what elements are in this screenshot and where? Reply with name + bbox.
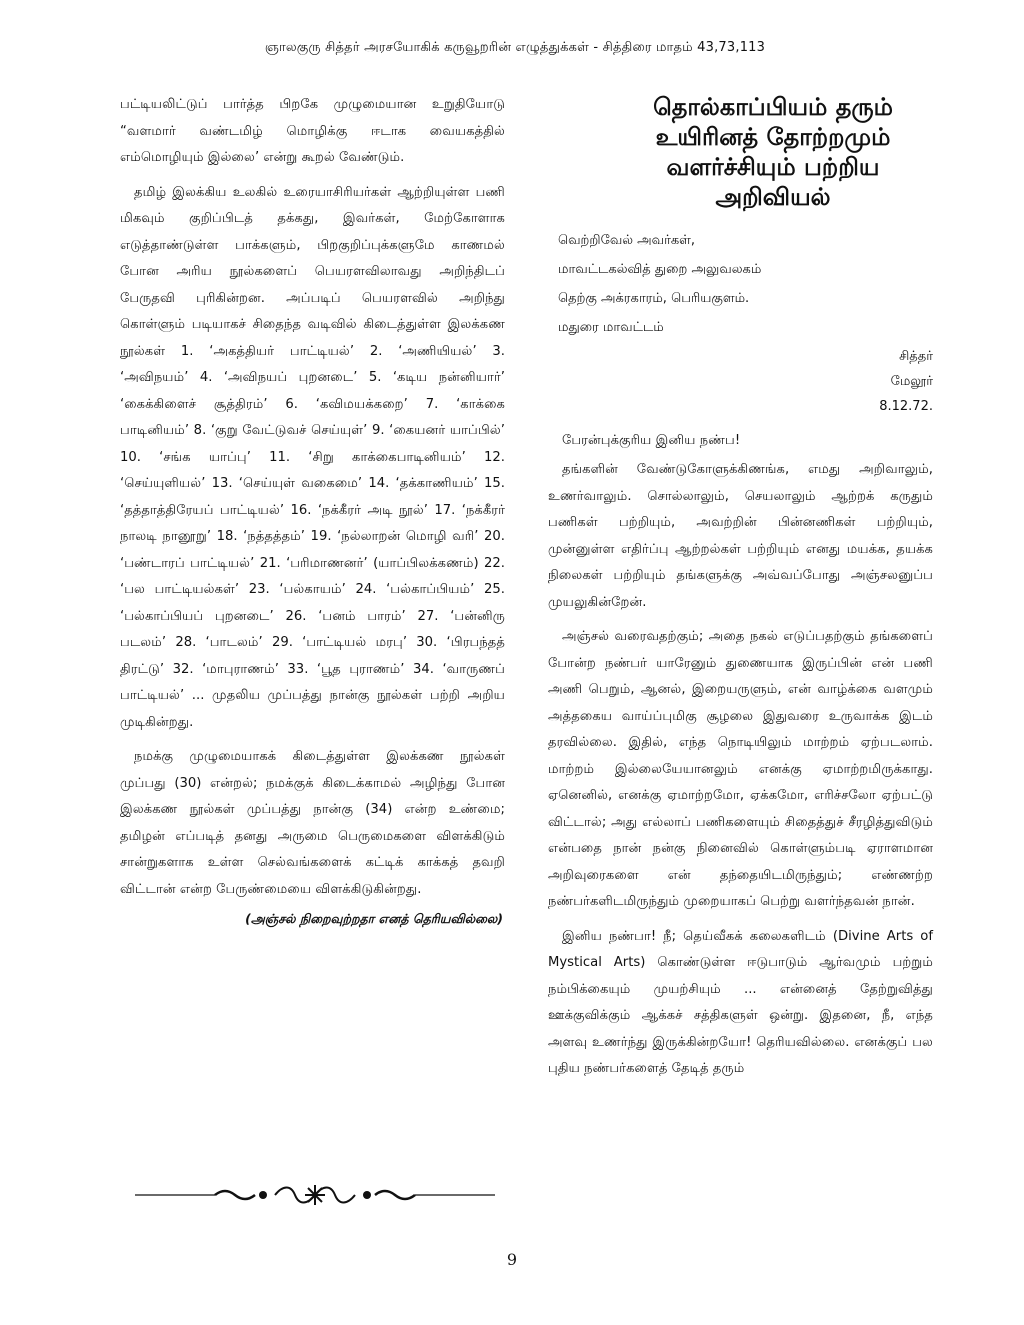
sender-name: சித்தர் — [899, 349, 933, 364]
ornament-divider-icon — [135, 1180, 495, 1210]
right-column — [548, 92, 933, 1091]
address-line: மாவட்டகல்வித் துறை அலுவலகம் — [558, 262, 762, 277]
right-paragraph-1: தங்களின் வேண்டுகோளுக்கிணங்க, எமது அறிவாலும், உணர்வாலும். சொல்லாலும், செயலாலும் ஆற்றக் கருதும் பணிகள் பற்றியும், அவற்றின் பின்னணிகள் பற்றியும், முன்னுள்ள எதிர்ப்பு ஆற்றல்கள் பற்றியும் எனது மயக்க, தயக்க நிலைகள் பற்றியும் தங்களுக்கு அவ்வப்போது அஞ்சலனுப்ப முயலுகின்றேன். — [548, 462, 933, 610]
right-paragraph-3: இனிய நண்பா! நீ; தெய்வீகக் கலைகளிடம் (Divine Arts of Mystical Arts) கொண்டுள்ள ஈடுபாடும் ஆர்வமும் பற்றும் நம்பிக்கையும் முயற்சியும் ... என்னைத் தேற்றுவித்து ஊக்குவிக்கும் ஆக்கச் சத்திகளுள் ஒன்று. இதனை, நீ, எந்த அளவு உணர்ந்து இருக்கின்றயோ! தெரியவில்லை. எனக்குப் பல புதிய நண்பர்களைத் தேடித் தரும் — [548, 928, 933, 1076]
sender-block — [548, 344, 933, 419]
left-paragraph-3: நமக்கு முழுமையாகக் கிடைத்துள்ள இலக்கண நூல்கள் முப்பது (30) என்றல்; நமக்குக் கிடைக்காமல் அழிந்து போன இலக்கண நூல்கள் முப்பத்து நான்கு (34) என்ற உண்மை; தமிழன் எப்படித் தனது அருமை பெருமைகளை விளக்கிடும் சான்றுகளாக உள்ள செல்வங்களைக் கட்டிக் காக்கத் தவறி விட்டான் என்ற பேருண்மையை விளக்கிடுகின்றது. — [120, 749, 505, 897]
article-title: தொல்காப்பியம் தரும் உயிரினத் தோற்றமும் வளர்ச்சியும் பற்றிய அறிவியல் — [653, 93, 893, 211]
greeting: பேரன்புக்குரிய இனிய நண்ப! — [562, 433, 741, 448]
page-number: 9 — [506, 1250, 518, 1269]
left-column — [120, 92, 505, 928]
letter-date: 8.12.72. — [879, 399, 933, 414]
address-line: தெற்கு அக்ரகாரம், பெரியகுளம். — [558, 291, 750, 306]
address-line: வெற்றிவேல் அவர்கள், — [558, 233, 696, 248]
letter-incomplete-note: (அஞ்சல் நிறைவுற்றதா எனத் தெரியவில்லை) — [245, 911, 503, 926]
address-line: மதுரை மாவட்டம் — [558, 320, 664, 335]
right-paragraph-2: அஞ்சல் வரைவதற்கும்; அதை நகல் எடுப்பதற்கும் தங்களைப் போன்ற நண்பர் யாரேனும் துணையாக இருப்பின் என் பணி அணி பெறும், ஆனல், இறையருளும், என் வாழ்க்கை வளமும் அத்தகைய வாய்ப்புமிகு சூழலை இதுவரை உருவாக்க இடம் தரவில்லை. இதில், எந்த நொடியிலும் மாற்றம் ஏற்படலாம். மாற்றம் இல்லையேயானலும் எனக்கு ஏமாற்றமிருக்காது. ஏனெனில், எனக்கு ஏமாற்றமோ, ஏக்கமோ, எரிச்சலோ ஏற்பட்டு விட்டால்; அது எல்லாப் பணிகளையும் சிதைத்துச் சீரழித்துவிடும் என்பதை நான் நன்கு நினைவில் கொள்ளும்படி ஏராளமான அறிவுரைகளை என் தந்தையிடமிருந்தும்; எண்ணற்ற நண்பர்களிடமிருந்தும் முறையாகப் பெற்று வளர்ந்தவன் நான். — [548, 629, 933, 909]
sender-place: மேலூர் — [890, 374, 933, 389]
running-header: ஞாலகுரு சித்தர் அரசயோகிக் கருவூறரின் எழுத்துக்கள் - சித்திரை மாதம் 43,73,113 — [264, 40, 766, 55]
address-block — [548, 228, 933, 340]
left-paragraph-1: பட்டியலிட்டுப் பார்த்த பிறகே முழுமையான உறுதியோடு “வளமார் வண்டமிழ் மொழிக்கு ஈடாக வையகத்தில் எம்மொழியும் இல்லை’ என்று கூறல் வேண்டும். — [120, 97, 505, 165]
left-paragraph-2: தமிழ் இலக்கிய உலகில் உரையாசிரியர்கள் ஆற்றியுள்ள பணி மிகவும் குறிப்பிடத் தக்கது, இவர்கள், மேற்கோளாக எடுத்தாண்டுள்ள பாக்களும், பிறகுறிப்புக்களுமே காணமல் போன அரிய நூல்களைப் பெயரளவிலாவது அறிந்திடப் பேருதவி புரிகின்றன. அப்படிப் பெயரளவில் அறிந்து கொள்ளும் படியாகச் சிதைந்த வடிவில் கிடைத்துள்ள இலக்கண நூல்கள் 1. ‘அகத்தியர் பாட்டியல்’ 2. ‘அணியியல்’ 3. ‘அவிநயம்’ 4. ‘அவிநயப் புறனடை’ 5. ‘கடிய நன்னியார்’ ‘கைக்கிளைச் சூத்திரம்’ 6. ‘கவிமயக்கறை’ 7. ‘காக்கை பாடினியம்’ 8. ‘குறு வேட்டுவச் செய்யுள்’ 9. ‘கையனர் யாப்பில்’ 10. ‘சங்க யாப்பு’ 11. ‘சிறு காக்கைபாடினியம்’ 12. ‘செய்யுளியல்’ 13. ‘செய்யுள் வகைமை’ 14. ‘தக்காணியம்’ 15. ‘தத்தாத்திரேயப் பாட்டியல்’ 16. ‘நக்கீரர் அடி நூல்’ 17. ‘நக்கீரர் நாலடி நானூறு’ 18. ‘நத்தத்தம்’ 19. ‘நல்லாறன் மொழி வரி’ 20. ‘பண்டாரப் பாட்டியல்’ 21. ‘பரிமாணனர்’ (யாப்பிலக்கணம்) 22. ‘பல பாட்டியல்கள்’ 23. ‘பல்காயம்’ 24. ‘பல்காப்பியம்’ 25. ‘பல்காப்பியப் புறனடை’ 26. ‘பனம் பாரம்’ 27. ‘பன்னிரு படலம்’ 28. ‘பாடலம்’ 29. ‘பாட்டியல் மரபு’ 30. ‘பிரபந்தத் திரட்டு’ 32. ‘மாபுராணம்’ 33. ‘பூத புராணம்’ 34. ‘வாருணப் பாட்டியல்’ ... முதலிய முப்பத்து நான்கு நூல்கள் பற்றி அறிய முடிகின்றது. — [120, 184, 505, 730]
